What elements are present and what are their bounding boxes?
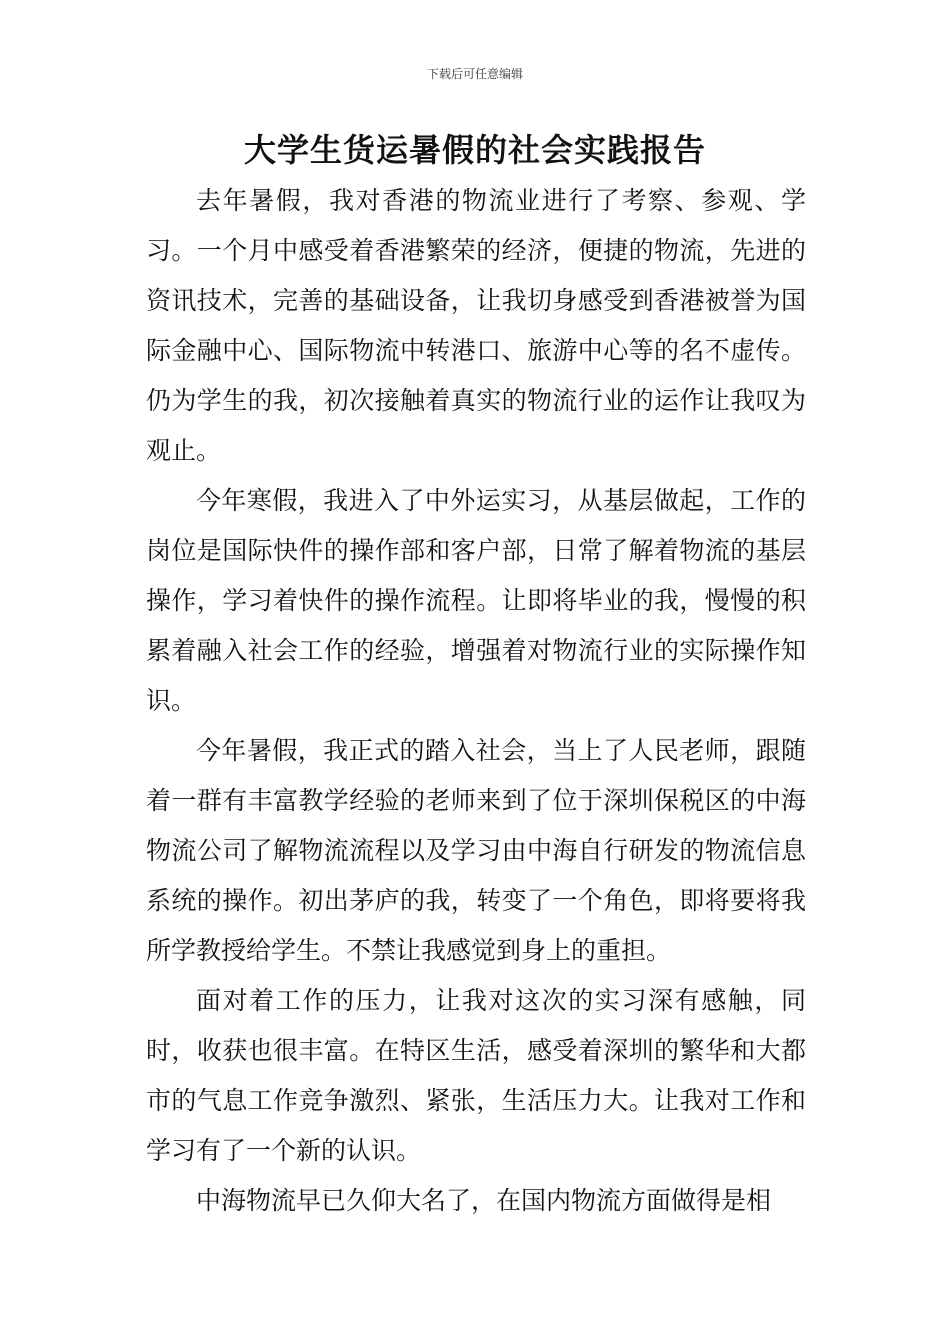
document-title: 大学生货运暑假的社会实践报告 (243, 131, 706, 169)
document-body (146, 176, 806, 1226)
paragraph-2: 今年寒假，我进入了中外运实习，从基层做起，工作的岗位是国际快件的操作部和客户部，日常了解着物流的基层操作，学习着快件的操作流程。让即将毕业的我，慢慢的积累着融入社会工作的经验，增强着对物流行业的实际操作知识。 (146, 486, 806, 715)
paragraph-3: 今年暑假，我正式的踏入社会，当上了人民老师，跟随着一群有丰富教学经验的老师来到了位于深圳保税区的中海物流公司了解物流流程以及学习由中海自行研发的物流信息系统的操作。初出茅庐的我，转变了一个角色，即将要将我所学教授给学生。不禁让我感觉到身上的重担。 (146, 736, 806, 965)
paragraph-4: 面对着工作的压力，让我对这次的实习深有感触，同时，收获也很丰富。在特区生活，感受着深圳的繁华和大都市的气息工作竞争激烈、紧张，生活压力大。让我对工作和学习有了一个新的认识。 (146, 986, 806, 1165)
paragraph-1: 去年暑假，我对香港的物流业进行了考察、参观、学习。一个月中感受着香港繁荣的经济，便捷的物流，先进的资讯技术，完善的基础设备，让我切身感受到香港被誉为国际金融中心、国际物流中转港口、旅游中心等的名不虚传。仍为学生的我，初次接触着真实的物流行业的运作让我叹为观止。 (146, 186, 806, 465)
paragraph-5: 中海物流早已久仰大名了，在国内物流方面做得是相 (196, 1186, 772, 1215)
header-note: 下载后可任意编辑 (426, 67, 523, 81)
